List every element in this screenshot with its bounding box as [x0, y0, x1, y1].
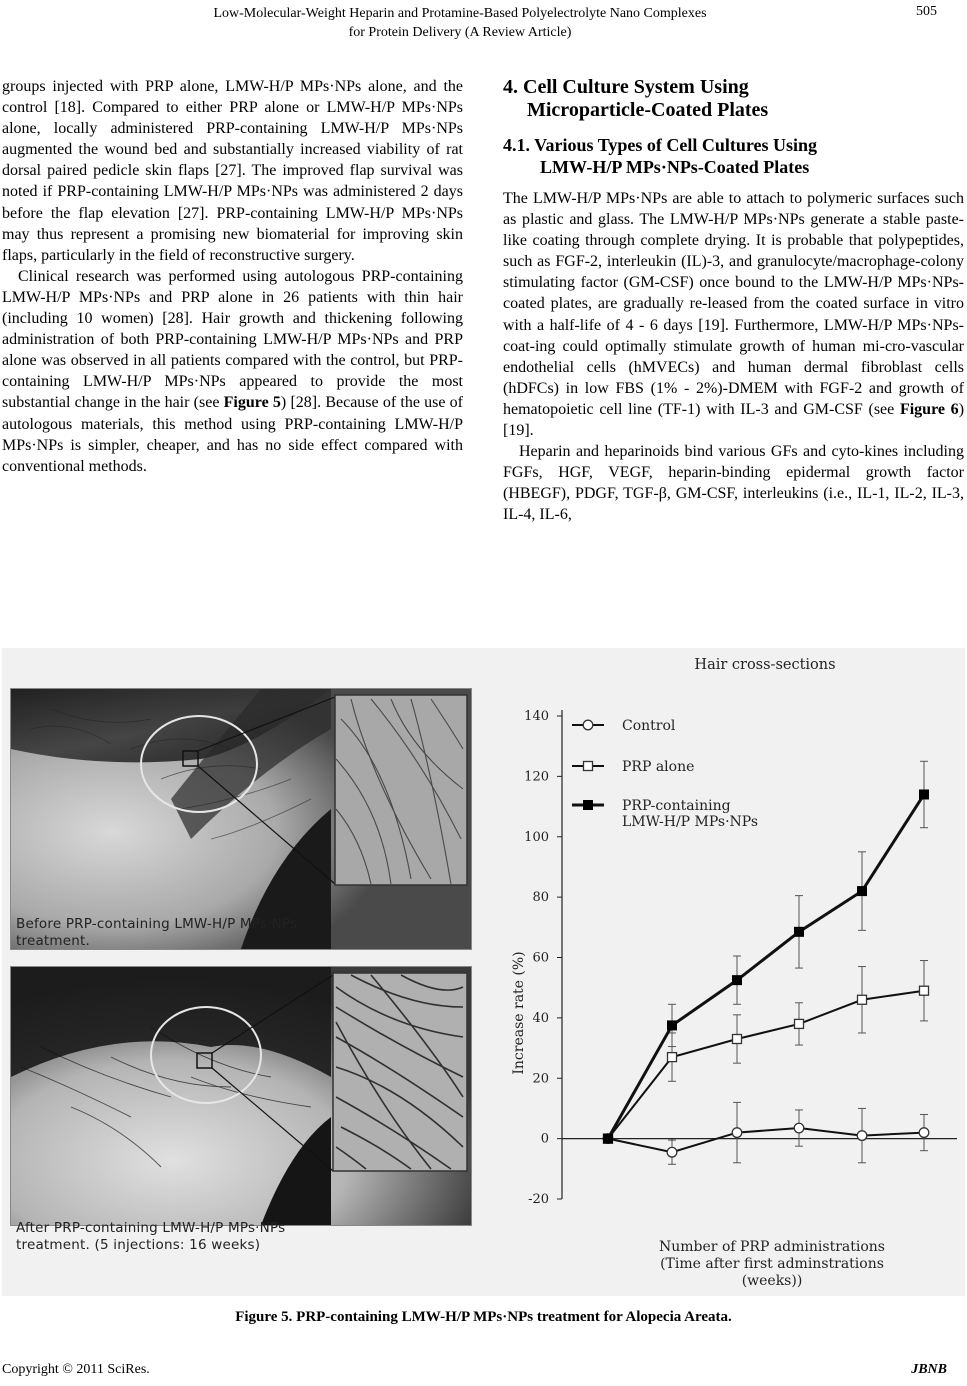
- legend-label: PRP-containing: [622, 798, 731, 814]
- subsection-heading-line2: LMW-H/P MPs·NPs-Coated Plates: [540, 157, 810, 177]
- after-treatment-label: [16, 1220, 285, 1254]
- chart-title: Hair cross-sections: [694, 657, 836, 673]
- chart-y-tick-label: 0: [540, 1131, 549, 1147]
- legend-label: Control: [622, 718, 676, 734]
- chart-data-point: [920, 790, 929, 799]
- figure-6-reference: Figure 6: [899, 400, 959, 418]
- chart-x-axis-label-line1: Number of PRP administrations: [659, 1239, 885, 1255]
- running-title-line1: Low-Molecular-Weight Heparin and Protamine-Based Polyelectrolyte Nano Complexes: [213, 6, 707, 21]
- left-paragraph-1: groups injected with PRP alone, LMW-H/P MPs·NPs alone, and the control [18]. Compared to either PRP alone or LMW-H/P MPs·NPs alone, locally administered PRP-containing LMW-H/P MPs·NPs augmented the wound bed and substantially increased viability of rat dorsal paired pedicle skin flaps [27]. The improved flap survival was noted if PRP-containing LMW-H/P MPs·NPs was administered 2 days before the flap elevation [27]. PRP-containing LMW-H/P MPs·NPs may thus represent a promising new biomaterial for improving skin flaps, particularly in the field of reconstructive surgery.: [2, 78, 463, 264]
- chart-y-tick-label: 100: [524, 829, 549, 845]
- legend-marker: [584, 762, 593, 771]
- footer-copyright: Copyright © 2011 SciRes.: [2, 1362, 150, 1377]
- after-label-line2: treatment. (5 injections: 16 weeks): [16, 1237, 261, 1253]
- chart-series-1: [604, 961, 929, 1144]
- chart-series-0: [603, 1102, 929, 1164]
- left-paragraph-2-text-a: Clinical research was performed using autologous PRP-containing LMW-H/P MPs·NPs and PRP alone in 26 patients with thin hair (including 10 women) [28]. Hair growth and thickening following administration of both PRP-containing LMW-H/P MPs·NPs and PRP alone was observed in all patients compared with the control, but PRP-containing LMW-H/P MPs·NPs appeared to provide the most substantial change in the hair (see: [2, 267, 463, 412]
- section-heading-line2: Microparticle-Coated Plates: [527, 99, 769, 121]
- chart-data-point: [920, 986, 929, 995]
- chart-data-point: [667, 1147, 677, 1157]
- chart-data-point: [858, 887, 867, 896]
- page-header: [0, 0, 967, 40]
- before-label-line1: Before PRP-containing LMW-H/P MPs·NPs: [16, 916, 298, 932]
- hair-chart: [492, 648, 965, 1296]
- legend-marker: [583, 720, 593, 730]
- chart-data-point: [794, 1123, 804, 1133]
- subsection-heading: [503, 134, 964, 178]
- page-number: 505: [916, 4, 937, 19]
- chart-y-tick-label: -20: [528, 1192, 549, 1207]
- left-paragraph-2-text-b: ) [28]. Because of the use of autologous materials, this method using PRP-containing LMW-H/P MPs·NPs is simpler, cheaper, and has no side effect compared with conventional methods.: [2, 394, 464, 475]
- chart-y-tick-label: 40: [532, 1010, 549, 1026]
- chart-data-point: [795, 927, 804, 936]
- running-title: [140, 4, 780, 42]
- after-label-line1: After PRP-containing LMW-H/P MPs·NPs: [16, 1220, 286, 1236]
- chart-data-point: [604, 1134, 613, 1143]
- after-scalp-image: [11, 967, 471, 1225]
- chart-y-tick-label: 20: [532, 1071, 549, 1087]
- footer-journal: JBNB: [911, 1362, 947, 1377]
- chart-series-line: [608, 794, 924, 1138]
- chart-data-point: [732, 1128, 742, 1138]
- chart-x-axis-label-line3: (weeks)): [741, 1273, 803, 1289]
- chart-data-point: [795, 1019, 804, 1028]
- right-paragraph-1-text-b: ) [19].: [503, 400, 965, 440]
- figure-caption: Figure 5. PRP-containing LMW-H/P MPs·NPs treatment for Alopecia Areata.: [235, 1309, 732, 1325]
- chart-data-point: [668, 1053, 677, 1062]
- section-heading-line1: 4. Cell Culture System Using: [503, 76, 749, 98]
- hair-chart-svg: [492, 648, 965, 1296]
- legend-label: PRP alone: [622, 759, 695, 775]
- chart-series-line: [608, 991, 924, 1139]
- before-treatment-photo: [10, 688, 472, 950]
- right-paragraph-1-text-a: The LMW-H/P MPs·NPs are able to attach to polymeric surfaces such as plastic and glass. The LMW-H/P MPs·NPs generate a stable paste-like coating through complete drying. It is probable that polypeptides, such as FGF-2, interleukin (IL)-3, and granulocyte/macrophage-colony stimulating factor (GM-CSF) once bound to the LMW-H/P MPs·NPs-coated plates, are gradually re-leased from the coated surface in vitro with a half-life of 4 - 6 days [19]. Furthermore, LMW-H/P MPs·NPs- coat-ing could optimally stimulate growth of human mi-cro-vascular endothelial cells (hMVECs) and human dermal fibroblast cells (hDFCs) in low FBS (1% - 2%)-DMEM with FGF-2 and growth of hematopoietic cell line (TF-1) with IL-3 and GM-CSF (see: [503, 190, 964, 418]
- running-title-line2: for Protein Delivery (A Review Article): [348, 25, 572, 40]
- chart-y-tick-label: 140: [524, 709, 549, 724]
- chart-data-point: [858, 995, 867, 1004]
- figure-5-reference: Figure 5: [223, 394, 281, 412]
- left-paragraph-2: [2, 266, 463, 477]
- chart-y-tick-label: 60: [532, 950, 549, 966]
- chart-series-line: [608, 1128, 924, 1152]
- section-heading: [503, 76, 964, 122]
- subsection-heading-line1: 4.1. Various Types of Cell Cultures Using: [503, 135, 818, 155]
- right-column: [503, 76, 964, 526]
- right-paragraph-1: [503, 188, 964, 441]
- chart-y-tick-label: 120: [524, 769, 549, 785]
- before-scalp-image: [11, 689, 471, 949]
- chart-x-axis-label-line2: (Time after first adminstrations: [660, 1256, 884, 1272]
- figure-5: [2, 648, 965, 1296]
- chart-y-tick-label: 80: [532, 890, 549, 906]
- chart-data-point: [919, 1128, 929, 1138]
- right-paragraph-2: Heparin and heparinoids bind various GFs and cyto-kines including FGFs, HGF, VEGF, heparin-binding epidermal growth factor (HBEGF), PDGF, TGF-β, GM-CSF, interleukins (i.e., IL-1, IL-2, IL-3, IL-4, IL-6,: [503, 443, 964, 524]
- after-treatment-photo: [10, 966, 472, 1226]
- left-column: [2, 76, 463, 477]
- chart-y-axis-label: Increase rate (%): [511, 951, 527, 1075]
- legend-label: LMW-H/P MPs·NPs: [622, 814, 759, 830]
- chart-data-point: [668, 1021, 677, 1030]
- before-label-line2: treatment.: [16, 933, 91, 949]
- legend-marker: [584, 801, 593, 810]
- chart-data-point: [857, 1131, 867, 1141]
- before-treatment-label: [16, 916, 297, 950]
- chart-data-point: [733, 1035, 742, 1044]
- chart-data-point: [733, 976, 742, 985]
